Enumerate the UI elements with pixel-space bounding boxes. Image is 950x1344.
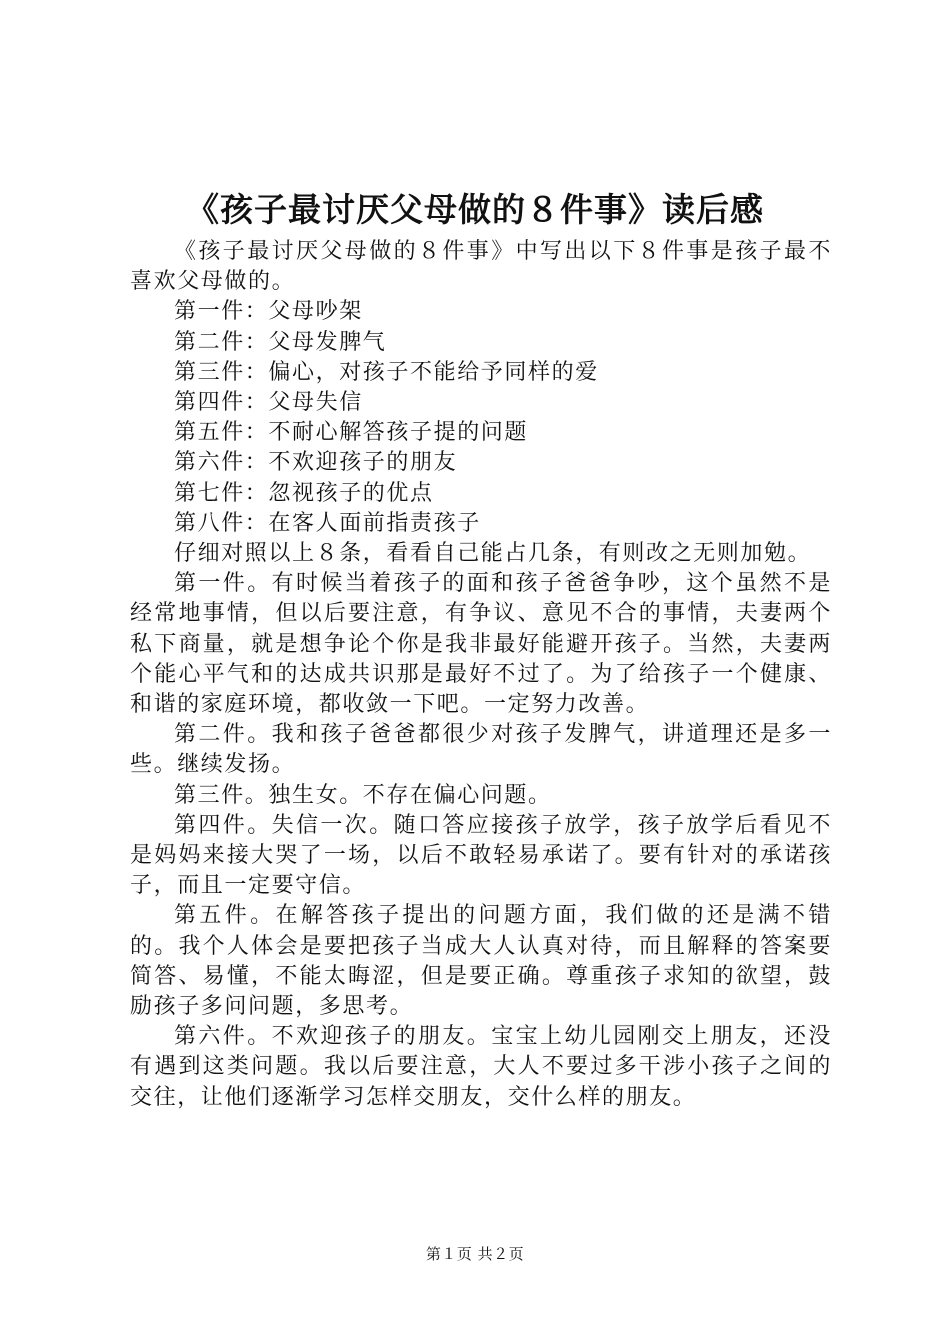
paragraph-item-3: 第三件。独生女。不存在偏心问题。 xyxy=(174,782,552,808)
page-footer: 第１页 共２页 xyxy=(425,1245,525,1263)
list-item-1: 第一件：父母吵架 xyxy=(174,299,363,325)
paragraph-item-4: 第四件。失信一次。随口答应接孩子放学，孩子放学后看见不是妈妈来接大哭了一场，以后不敢轻易承诺了。要有针对的承诺孩子，而且一定要守信。 xyxy=(130,812,832,899)
list-item-3: 第三件：偏心，对孩子不能给予同样的爱 xyxy=(174,359,599,385)
list-item-4: 第四件：父母失信 xyxy=(174,390,363,416)
paragraph-item-2: 第二件。我和孩子爸爸都很少对孩子发脾气，讲道理还是多一些。继续发扬。 xyxy=(130,722,832,778)
list-item-7: 第七件：忽视孩子的优点 xyxy=(174,480,434,506)
list-item-2: 第二件：父母发脾气 xyxy=(174,329,387,355)
list-item-6: 第六件：不欢迎孩子的朋友 xyxy=(174,450,458,476)
list-item-8: 第八件：在客人面前指责孩子 xyxy=(174,510,481,536)
paragraph-item-6: 第六件。不欢迎孩子的朋友。宝宝上幼儿园刚交上朋友，还没有遇到这类问题。我以后要注意，大人不要过多干涉小孩子之间的交往，让他们逐渐学习怎样交朋友，交什么样的朋友。 xyxy=(130,1024,832,1110)
list-item-5: 第五件：不耐心解答孩子提的问题 xyxy=(174,420,529,446)
paragraph-item-1: 第一件。有时候当着孩子的面和孩子爸爸争吵，这个虽然不是经常地事情，但以后要注意，有争议、意见不合的事情，夫妻两个私下商量，就是想争论个你是我非最好能避开孩子。当然，夫妻两个能心平气和的达成共识那是最好不过了。为了给孩子一个健康、和谐的家庭环境，都收敛一下吧。一定努力改善。 xyxy=(130,571,832,718)
document-body xyxy=(130,237,832,1113)
paragraph-reflection: 仔细对照以上８条，看看自己能占几条，有则改之无则加勉。 xyxy=(174,541,812,567)
paragraph-intro: 《孩子最讨厌父母做的８件事》中写出以下８件事是孩子最不喜欢父母做的。 xyxy=(130,239,832,295)
paragraph-item-5: 第五件。在解答孩子提出的问题方面，我们做的还是满不错的。我个人体会是要把孩子当成大人认真对待，而且解释的答案要简答、易懂，不能太晦涩，但是要正确。尊重孩子求知的欲望，鼓励孩子多问问题，多思考。 xyxy=(130,903,832,1020)
document-title: 《孩子最讨厌父母做的８件事》读后感 xyxy=(186,190,764,229)
